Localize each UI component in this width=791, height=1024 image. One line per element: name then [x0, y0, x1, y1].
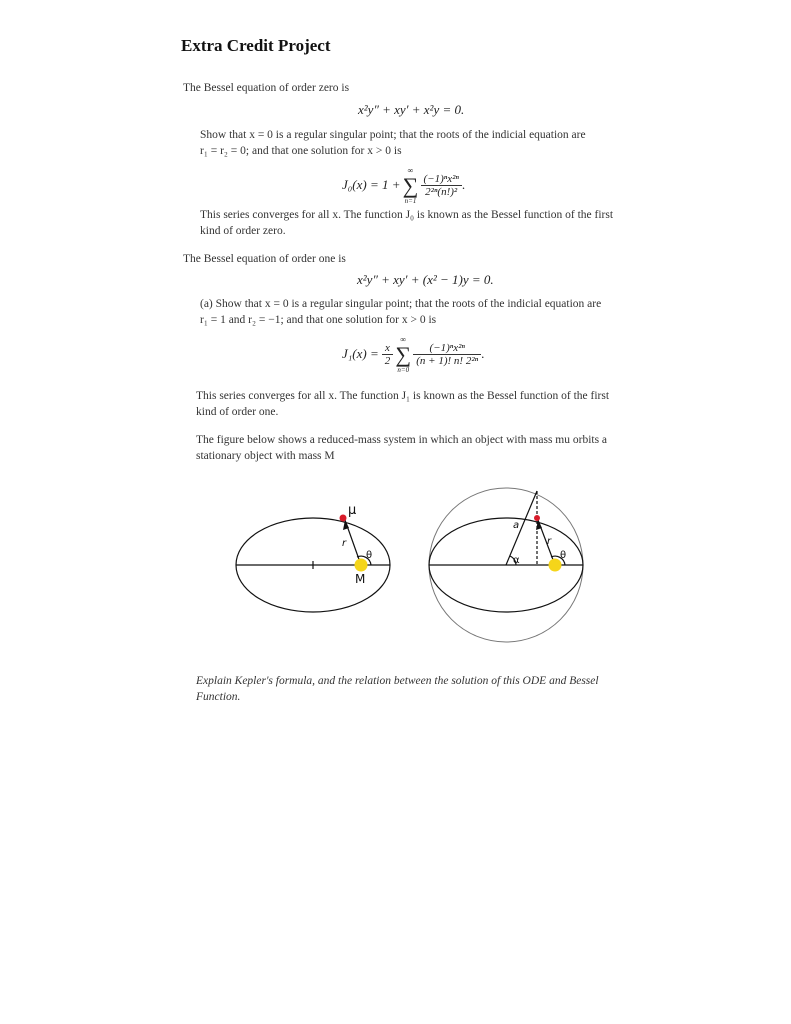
figure-intro-line2: stationary object with mass M: [196, 450, 335, 462]
bessel-one-intro: The Bessel equation of order one is: [183, 253, 346, 265]
label-r-left: r: [342, 538, 347, 549]
page-title: Extra Credit Project: [181, 36, 331, 55]
label-theta-left: θ: [366, 550, 373, 561]
j0-lhs: J₀(x) = 1 +: [342, 177, 401, 192]
right-a-line: [506, 491, 537, 565]
sum-upper-limit: ∞: [400, 334, 407, 344]
sum-lower-limit: n=0: [397, 365, 410, 374]
label-theta-right: θ: [560, 550, 567, 561]
sum-upper-limit: ∞: [407, 165, 414, 175]
sum-symbol: ∞ ∑ n=0: [393, 335, 413, 374]
x-over-2-num: x: [382, 342, 394, 355]
bessel-zero-intro: The Bessel equation of order zero is: [183, 82, 350, 94]
j0-denominator: 2²ⁿ(n!)²: [425, 185, 458, 198]
sum-symbol: ∞ ∑ n=1: [401, 166, 421, 205]
j1-lhs: J₁(x) =: [342, 346, 379, 361]
caption-line2: Function.: [196, 691, 241, 703]
sum-lower-limit: n=1: [404, 196, 417, 205]
j0-end: .: [461, 177, 466, 192]
j0-numerator: (−1)ⁿx²ⁿ: [421, 173, 462, 186]
bessel-one-equation: x²y″ + xy′ + (x² − 1)y = 0.: [357, 272, 494, 287]
figure-intro-line1: The figure below shows a reduced-mass system in which an object with mass mu orbits a: [196, 434, 608, 446]
caption-line1: Explain Kepler's formula, and the relation between the solution of this ODE and Bessel: [196, 675, 599, 687]
j1-denominator: (n + 1)! n! 2²ⁿ: [416, 354, 479, 367]
bessel-zero-show-line2: r₁ = r₂ = 0; and that one solution for x > 0 is: [200, 145, 402, 157]
bessel-one-show-line1: (a) Show that x = 0 is a regular singular point; that the roots of the indicial equation are: [200, 298, 602, 310]
label-a: a: [513, 520, 520, 531]
bessel-zero-converge-line2: kind of order zero.: [200, 225, 286, 237]
label-mu: μ: [348, 503, 357, 518]
bessel-zero-converge-line1: This series converges for all x. The function J₀ is known as the Bessel function of the first: [200, 209, 614, 221]
label-M: M: [355, 572, 366, 586]
bessel-one-converge-line2: kind of order one.: [196, 406, 279, 418]
right-orbiting-mass: [534, 515, 540, 521]
j1-end: .: [481, 346, 485, 361]
label-alpha: α: [513, 555, 520, 566]
left-orbiting-mass: [340, 515, 347, 522]
bessel-one-show-line2: r₁ = 1 and r₂ = −1; and that one solution for x > 0 is: [200, 314, 437, 326]
bessel-zero-equation: x²y″ + xy′ + x²y = 0.: [358, 102, 465, 117]
bessel-one-converge-line1: This series converges for all x. The function J₁ is known as the Bessel function of the first: [196, 390, 610, 402]
x-over-2-den: 2: [384, 354, 391, 367]
label-r-right: r: [547, 536, 552, 547]
j1-numerator: (−1)ⁿx²ⁿ: [413, 342, 481, 355]
bessel-zero-show-line1: Show that x = 0 is a regular singular point; that the roots of the indicial equation are: [200, 129, 586, 141]
